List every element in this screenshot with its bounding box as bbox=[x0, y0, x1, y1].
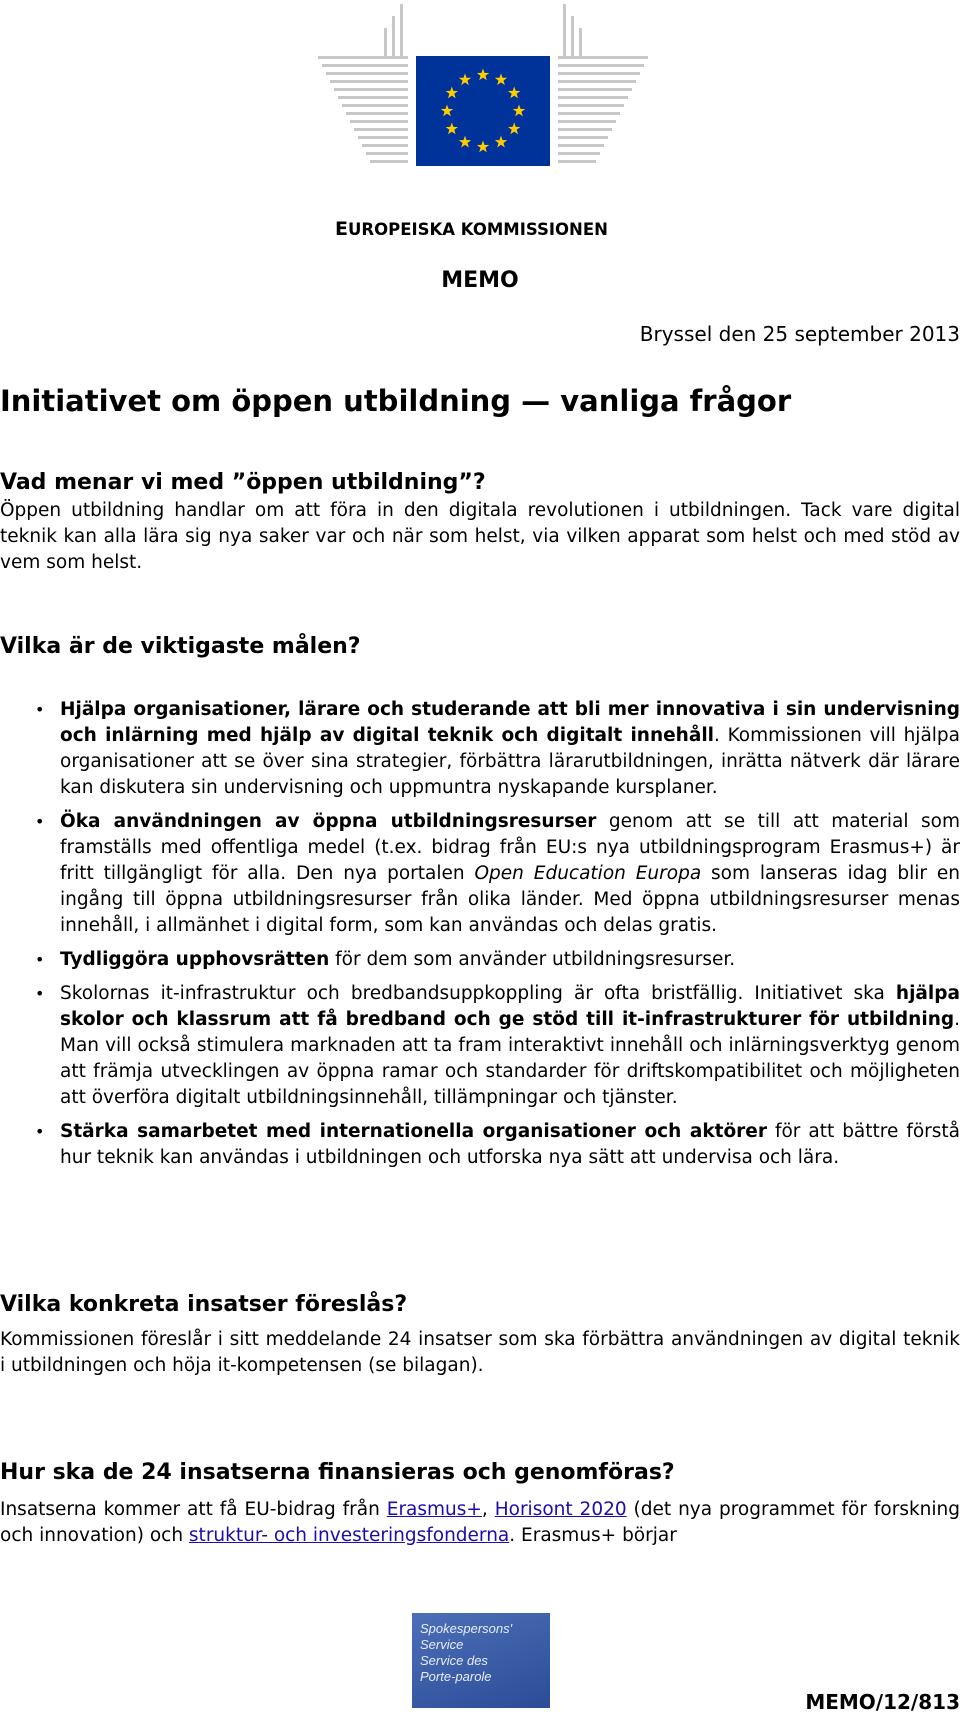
paragraph-concrete-actions: Kommissionen föreslår i sitt meddelande 24 insatser som ska förbättra användningen av digital teknik i utbildningen och höja it-kompetensen (se bilagan). bbox=[0, 1329, 960, 1376]
link-horizon-2020[interactable]: Horisont 2020 bbox=[494, 1499, 627, 1520]
organization-name: EUROPEISKA KOMMISSIONEN bbox=[335, 218, 608, 240]
building-lines-right bbox=[558, 4, 648, 163]
link-structural-funds[interactable]: struktur- och investeringsfonderna bbox=[188, 1525, 510, 1546]
heading-open-education: Vad menar vi med ”öppen utbildning”? bbox=[0, 470, 486, 495]
list-item: • Stärka samarbetet med internationella organisationer och aktörer för att bättre förstå hur teknik kan användas i utbildningen och utforska nya sätt att undervisa och lära. bbox=[35, 1121, 960, 1168]
goals-list bbox=[0, 697, 960, 1179]
paragraph-open-education: Öppen utbildning handlar om att föra in den digitala revolutionen i utbildningen. Tack vare digital teknik kan alla lära sig nya saker var och när som helst, via vilken apparat som helst och med stöd av vem som helst. bbox=[0, 500, 960, 573]
memo-reference: MEMO/12/813 bbox=[805, 1690, 960, 1714]
building-lines-left bbox=[318, 4, 408, 163]
heading-main-goals: Vilka är de viktigaste målen? bbox=[0, 634, 361, 659]
page-title: Initiativet om öppen utbildning — vanliga frågor bbox=[0, 384, 792, 418]
spokespersons-service-logo: Spokespersons' Service Service des Porte-parole bbox=[412, 1613, 550, 1708]
date-line: Bryssel den 25 september 2013 bbox=[639, 322, 960, 346]
list-item: • Hjälpa organisationer, lärare och studerande att bli mer innovativa i sin undervisning och inlärning med hjälp av digital teknik och digitalt innehåll. Kommissionen vill hjälpa organisationer att se över sina strategier, förbättra lärarutbildningen, inrätta nätverk där lärare kan diskutera sin undervisning och uppmuntra nyskapande kursplaner. bbox=[35, 699, 960, 798]
heading-financing: Hur ska de 24 insatserna finansieras och genomföras? bbox=[0, 1460, 675, 1485]
memo-label: MEMO bbox=[441, 268, 519, 293]
european-commission-logo bbox=[318, 0, 648, 170]
paragraph-financing: Insatserna kommer att få EU-bidrag från Erasmus+, Horisont 2020 (det nya programmet för forskning och innovation) och struktur- och investeringsfonderna. Erasmus+ börjar bbox=[0, 1499, 960, 1546]
bullet-icon: • bbox=[35, 984, 45, 1003]
link-erasmus[interactable]: Erasmus+ bbox=[386, 1499, 482, 1520]
bullet-icon: • bbox=[35, 950, 45, 969]
bullet-icon: • bbox=[35, 700, 45, 719]
heading-concrete-actions: Vilka konkreta insatser föreslås? bbox=[0, 1292, 408, 1317]
list-item: • Tydliggöra upphovsrätten för dem som använder utbildningsresurser. bbox=[0, 947, 960, 973]
bullet-icon: • bbox=[35, 1122, 45, 1141]
bullet-icon: • bbox=[35, 812, 45, 831]
list-item: • Skolornas it-infrastruktur och bredbandsuppkoppling är ofta bristfällig. Initiativet ska hjälpa skolor och klassrum att få bredband och ge stöd till it-infrastrukturer för utbildning. Man vill också stimulera marknaden att ta fram interaktivt innehåll och inlärningsverktyg genom att främja utvecklingen av öppna ramar och standarder för driftskompatibilitet och möjligheten att överföra digitalt utbildningsinnehåll, tillämpningar och tjänster. bbox=[35, 983, 960, 1108]
list-item: • Öka användningen av öppna utbildningsresurser genom att se till att material som framställs med offentliga medel (t.ex. bidrag från EU:s nya utbildningsprogram Erasmus+) är fritt tillgängligt för alla. Den nya portalen Open Education Europa som lanseras idag blir en ingång till öppna utbildningsresurser från olika länder. Med öppna utbildningsresurser menas innehåll, i allmänhet i digital form, som kan användas och delas gratis. bbox=[35, 811, 960, 936]
